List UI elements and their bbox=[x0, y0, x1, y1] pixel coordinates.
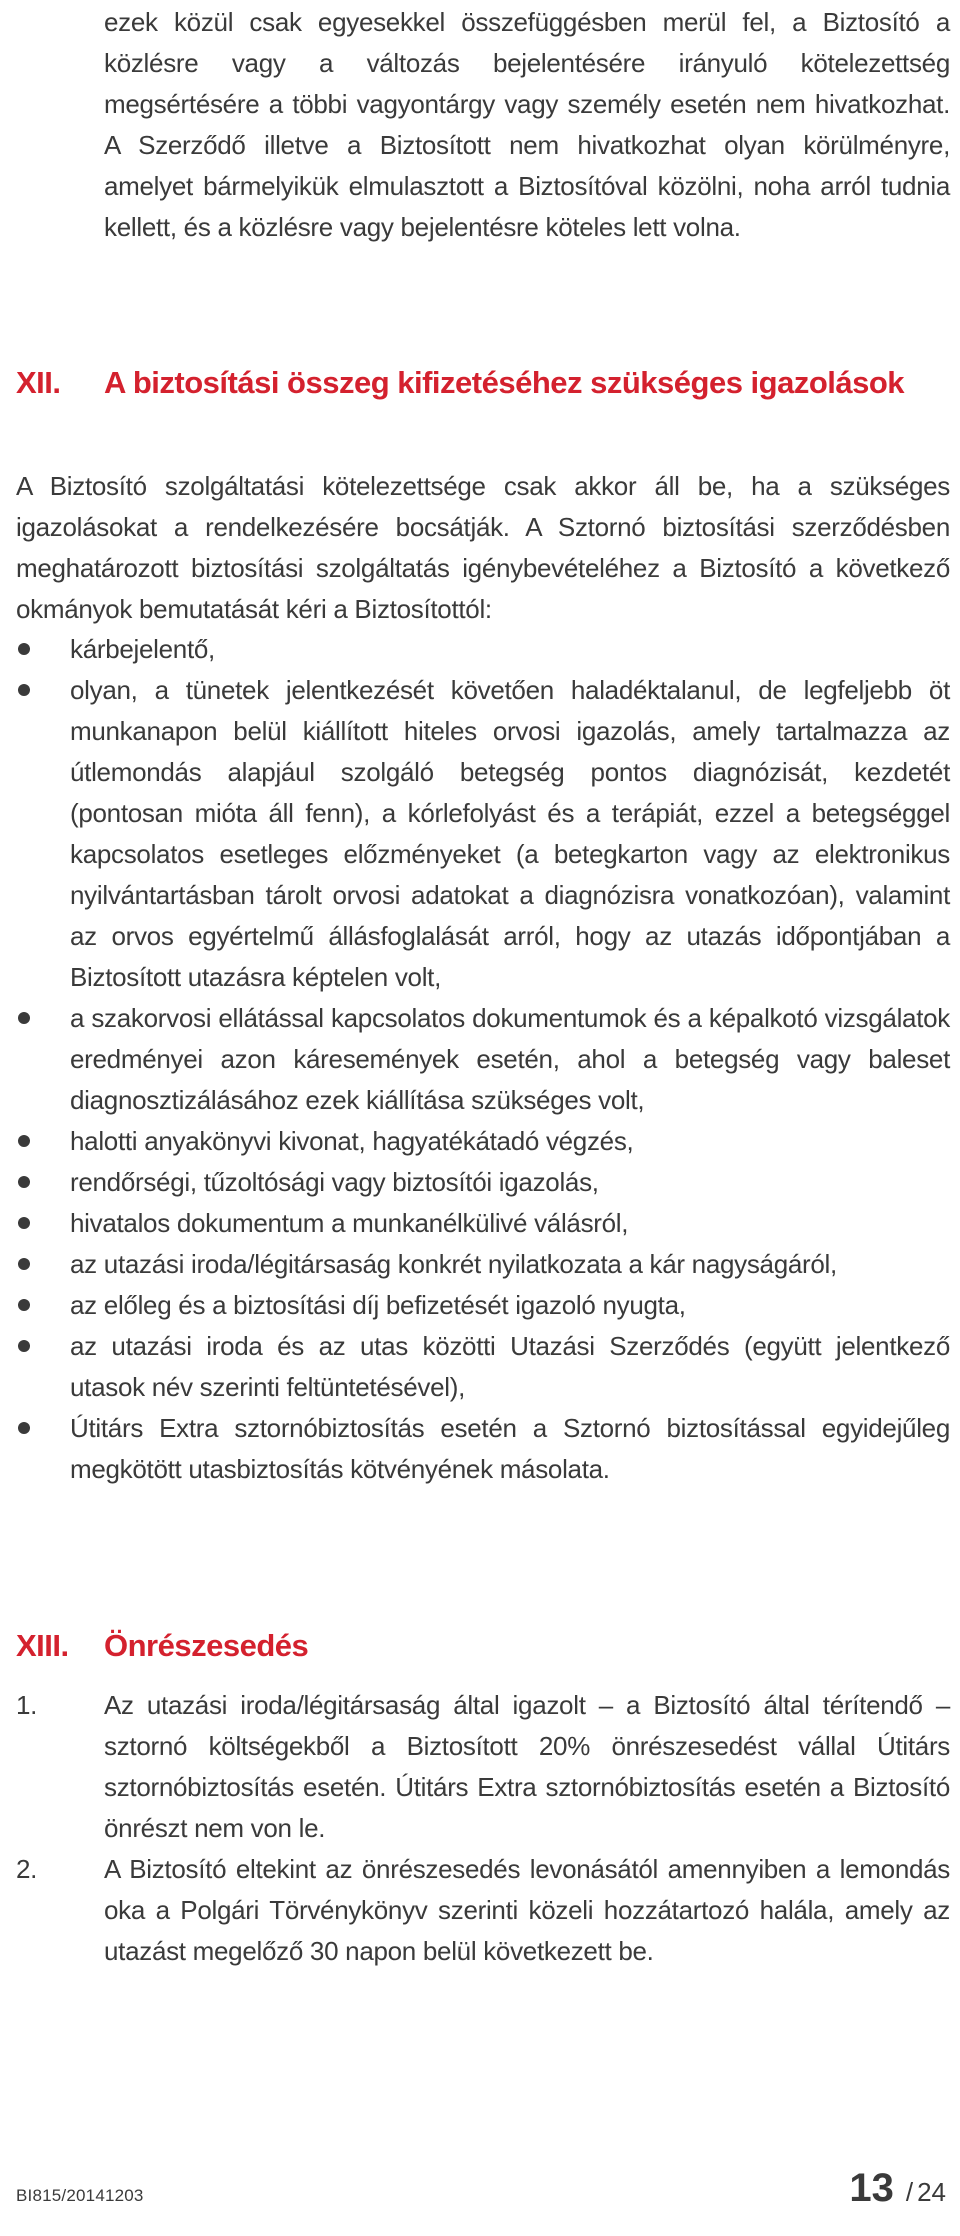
page-separator: / bbox=[905, 2177, 914, 2207]
section-12-heading bbox=[16, 361, 946, 405]
list-item: rendőrségi, tűzoltósági vagy biztosítói igazolás, bbox=[16, 1162, 950, 1203]
intro-paragraph: ezek közül csak egyesekkel összefüggésben merül fel, a Biztosító a közlésre vagy a változás bejelentésére irányuló kötelezettség megsértésére a többi vagyontárgy vagy személy esetén nem hivatkozhat. A Szerződő illetve a Biztosított nem hivatkozhat olyan körülményre, amelyet bármelyikük elmulasztott a Biztosítóval közölni, noha arról tudnia kellett, és a közlésre vagy bejelentésre köteles lett volna. bbox=[104, 7, 950, 242]
bullet-icon bbox=[18, 1422, 30, 1434]
page-total: 24 bbox=[917, 2177, 946, 2207]
section-13-title: Önrészesedés bbox=[104, 1628, 309, 1663]
list-item: az előleg és a biztosítási díj befizetését igazoló nyugta, bbox=[16, 1285, 950, 1326]
item-number: 2. bbox=[16, 1854, 38, 1884]
bullet-icon bbox=[18, 1258, 30, 1270]
section-12-number: XII. bbox=[16, 365, 61, 400]
list-item: halotti anyakönyvi kivonat, hagyatékátadó végzés, bbox=[16, 1121, 950, 1162]
item-text: A Biztosító eltekint az önrészesedés levonásától amennyiben a lemondás oka a Polgári Törvénykönyv szerinti közeli hozzátartozó halála, amely az utazást megelőző 30 napon belül következett be. bbox=[104, 1854, 950, 1966]
list-item: a szakorvosi ellátással kapcsolatos dokumentumok és a képalkotó vizsgálatok eredményei azon káresemények esetén, ahol a betegség vagy baleset diagnosztizálásához ezek kiállítása szükséges volt, bbox=[16, 998, 950, 1121]
page-current: 13 bbox=[849, 2166, 894, 2210]
list-item: az utazási iroda és az utas közötti Utazási Szerződés (együtt jelentkező utasok név szerinti feltüntetésével), bbox=[16, 1326, 950, 1408]
bullet-icon bbox=[18, 1176, 30, 1188]
bullet-icon bbox=[18, 684, 30, 696]
page-number bbox=[849, 2166, 946, 2211]
list-item: az utazási iroda/légitársaság konkrét nyilatkozata a kár nagyságáról, bbox=[16, 1244, 950, 1285]
section-13-heading bbox=[16, 1624, 946, 1668]
numbered-item bbox=[16, 1849, 950, 1972]
list-item: kárbejelentő, bbox=[16, 629, 950, 670]
required-documents-list bbox=[16, 629, 950, 1490]
section-12-body: A Biztosító szolgáltatási kötelezettsége csak akkor áll be, ha a szükséges igazolásokat a rendelkezésére bocsátják. A Sztornó biztosítási szerződésben meghatározott biztosítási szolgáltatás igénybevételéhez a Biztosító a következő okmányok bemutatását kéri a Biztosítottól: bbox=[16, 471, 950, 624]
bullet-icon bbox=[18, 1217, 30, 1229]
section-13-number: XIII. bbox=[16, 1628, 69, 1663]
document-code: BI815/20141203 bbox=[16, 2186, 144, 2205]
numbered-item bbox=[16, 1685, 950, 1849]
deductible-list bbox=[16, 1685, 950, 1972]
bullet-icon bbox=[18, 1340, 30, 1352]
section-12-title: A biztosítási összeg kifizetéséhez szükséges igazolások bbox=[104, 365, 905, 400]
bullet-icon bbox=[18, 1012, 30, 1024]
list-item: olyan, a tünetek jelentkezését követően haladéktalanul, de legfeljebb öt munkanapon belül kiállított hiteles orvosi igazolás, amely tartalmazza az útlemondás alapjául szolgáló betegség pontos diagnózisát, kezdetét (pontosan mióta áll fenn), a kórlefolyást és a terápiát, ezzel a betegséggel kapcsolatos esetleges előzményeket (a betegkarton vagy az elektronikus nyilvántartásban tárolt orvosi adatokat a diagnózisra vonatkozóan), valamint az orvos egyértelmű állásfoglalását arról, hogy az utazás időpontjában a Biztosított utazásra képtelen volt, bbox=[16, 670, 950, 998]
list-item: Útitárs Extra sztornóbiztosítás esetén a Sztornó biztosítással egyidejűleg megkötött utasbiztosítás kötvényének másolata. bbox=[16, 1408, 950, 1490]
item-number: 1. bbox=[16, 1690, 38, 1720]
list-item: hivatalos dokumentum a munkanélkülivé válásról, bbox=[16, 1203, 950, 1244]
bullet-icon bbox=[18, 643, 30, 655]
bullet-icon bbox=[18, 1135, 30, 1147]
item-text: Az utazási iroda/légitársaság által igazolt – a Biztosító által térítendő – sztornó költségekből a Biztosított 20% önrészesedést vállal Útitárs sztornóbiztosítás esetén. Útitárs Extra sztornóbiztosítás esetén a Biztosító önrészt nem von le. bbox=[104, 1690, 950, 1843]
bullet-icon bbox=[18, 1299, 30, 1311]
